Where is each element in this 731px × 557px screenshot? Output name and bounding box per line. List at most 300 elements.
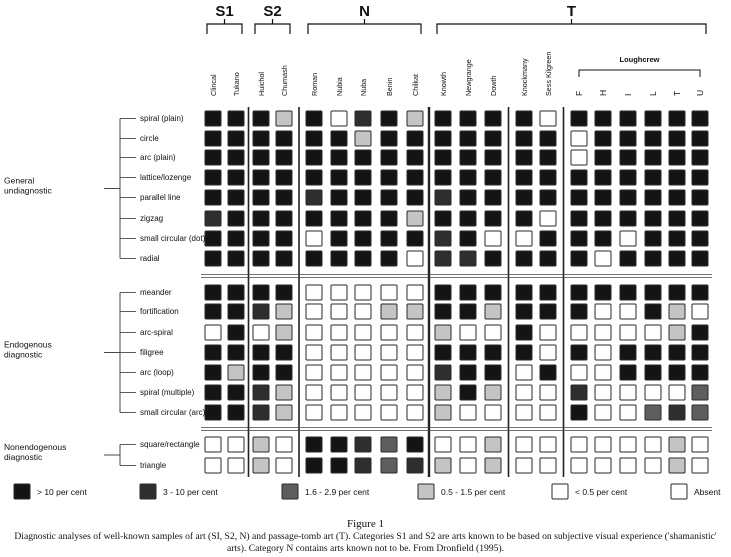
cell-circle-l-17: [645, 131, 661, 146]
column-label-newgrange: Newgrange: [464, 59, 473, 96]
cell-parallel-line-huichol-2: [253, 190, 269, 205]
cell-square-rectangle-nubia-5: [331, 437, 347, 452]
cell-square-rectangle-u-19: [692, 437, 708, 452]
column-label-chumash: Chumash: [280, 65, 289, 96]
cell-small-circular-arc-knockmany-12: [516, 405, 532, 420]
row-label-radial: radial: [140, 254, 160, 263]
legend-label-0-5-per-cent: < 0.5 per cent: [575, 487, 628, 497]
cell-filigree-knockmany-12: [516, 345, 532, 360]
cell-small-circular-arc-u-19: [692, 405, 708, 420]
legend-label-0-5-1-5-per-cent: 0.5 - 1.5 per cent: [441, 487, 506, 497]
cell-arc-plain-dowth-11: [485, 150, 501, 165]
group-bracket-s2: [255, 24, 290, 34]
legend-label-3-10-per-cent: 3 - 10 per cent: [163, 487, 218, 497]
cell-meander-nubia-5: [331, 285, 347, 300]
section-label-diagnostic: diagnostic: [4, 452, 43, 462]
cell-small-circular-arc-dowth-11: [485, 405, 501, 420]
cell-arc-loop-dowth-11: [485, 365, 501, 380]
cell-arc-spiral-h-15: [595, 325, 611, 340]
cell-lattice-lozenge-newgrange-10: [460, 170, 476, 185]
cell-arc-loop-f-14: [571, 365, 587, 380]
cell-fortification-f-14: [571, 304, 587, 319]
cell-lattice-lozenge-clincal-0: [205, 170, 221, 185]
cell-fortification-nubia-5: [331, 304, 347, 319]
cell-fortification-knockmany-12: [516, 304, 532, 319]
cell-circle-chilkat-8: [407, 131, 423, 146]
cell-small-circular-arc-knowth-9: [435, 405, 451, 420]
cell-parallel-line-chilkat-8: [407, 190, 423, 205]
cell-spiral-multiple-u-19: [692, 385, 708, 400]
cell-circle-nubia-5: [331, 131, 347, 146]
cell-radial-knockmany-12: [516, 251, 532, 266]
cell-filigree-l-17: [645, 345, 661, 360]
cell-zigzag-t-18: [669, 211, 685, 226]
cell-triangle-huichol-2: [253, 458, 269, 473]
cell-spiral-plain-chilkat-8: [407, 111, 423, 126]
row-label-square-rectangle: square/rectangle: [140, 440, 200, 449]
cell-lattice-lozenge-i-16: [620, 170, 636, 185]
cell-circle-i-16: [620, 131, 636, 146]
cell-fortification-huichol-2: [253, 304, 269, 319]
cell-arc-loop-tukano-1: [228, 365, 244, 380]
column-label-knowth: Knowth: [439, 72, 448, 96]
cell-radial-benin-7: [381, 251, 397, 266]
cell-arc-plain-i-16: [620, 150, 636, 165]
cell-square-rectangle-dowth-11: [485, 437, 501, 452]
cell-triangle-knockmany-12: [516, 458, 532, 473]
cell-lattice-lozenge-l-17: [645, 170, 661, 185]
cell-filigree-nubia-5: [331, 345, 347, 360]
cell-spiral-plain-knockmany-12: [516, 111, 532, 126]
legend-swatch-3-10-per-cent: [140, 484, 156, 499]
cell-lattice-lozenge-chilkat-8: [407, 170, 423, 185]
cell-arc-loop-l-17: [645, 365, 661, 380]
cell-small-circular-arc-benin-7: [381, 405, 397, 420]
cell-parallel-line-tukano-1: [228, 190, 244, 205]
cell-circle-knowth-9: [435, 131, 451, 146]
cell-meander-h-15: [595, 285, 611, 300]
cell-small-circular-dot-benin-7: [381, 231, 397, 246]
cell-small-circular-dot-knowth-9: [435, 231, 451, 246]
cell-circle-h-15: [595, 131, 611, 146]
cell-zigzag-tukano-1: [228, 211, 244, 226]
cell-fortification-h-15: [595, 304, 611, 319]
cell-triangle-u-19: [692, 458, 708, 473]
cell-filigree-huichol-2: [253, 345, 269, 360]
row-label-arc-loop: arc (loop): [140, 368, 174, 377]
cell-small-circular-arc-i-16: [620, 405, 636, 420]
cell-fortification-t-18: [669, 304, 685, 319]
cell-small-circular-arc-h-15: [595, 405, 611, 420]
cell-square-rectangle-i-16: [620, 437, 636, 452]
cell-filigree-clincal-0: [205, 345, 221, 360]
cell-arc-loop-huichol-2: [253, 365, 269, 380]
cell-parallel-line-roman-4: [306, 190, 322, 205]
cell-meander-f-14: [571, 285, 587, 300]
cell-meander-knowth-9: [435, 285, 451, 300]
cell-small-circular-dot-chilkat-8: [407, 231, 423, 246]
cell-parallel-line-knockmany-12: [516, 190, 532, 205]
cell-parallel-line-newgrange-10: [460, 190, 476, 205]
section-label-general: General: [4, 175, 35, 186]
column-label-sess-kilgreen: Sess Kilgreen: [544, 51, 553, 96]
cell-meander-roman-4: [306, 285, 322, 300]
cell-radial-dowth-11: [485, 251, 501, 266]
cell-radial-newgrange-10: [460, 251, 476, 266]
cell-small-circular-arc-roman-4: [306, 405, 322, 420]
cell-triangle-newgrange-10: [460, 458, 476, 473]
cell-arc-loop-chilkat-8: [407, 365, 423, 380]
cell-small-circular-dot-u-19: [692, 231, 708, 246]
cell-small-circular-dot-t-18: [669, 231, 685, 246]
cell-radial-nuba-6: [355, 251, 371, 266]
cell-fortification-i-16: [620, 304, 636, 319]
column-label-h-loughcrew: H: [598, 89, 608, 96]
cell-zigzag-benin-7: [381, 211, 397, 226]
cell-radial-h-15: [595, 251, 611, 266]
cell-spiral-multiple-f-14: [571, 385, 587, 400]
cell-parallel-line-h-15: [595, 190, 611, 205]
cell-small-circular-arc-chumash-3: [276, 405, 292, 420]
column-label-nuba: Nuba: [359, 78, 368, 96]
cell-meander-tukano-1: [228, 285, 244, 300]
column-label-tukano: Tukano: [232, 72, 241, 96]
cell-filigree-t-18: [669, 345, 685, 360]
cell-spiral-multiple-chilkat-8: [407, 385, 423, 400]
cell-square-rectangle-nuba-6: [355, 437, 371, 452]
cell-arc-loop-knowth-9: [435, 365, 451, 380]
cell-arc-loop-clincal-0: [205, 365, 221, 380]
cell-arc-plain-f-14: [571, 150, 587, 165]
cell-radial-t-18: [669, 251, 685, 266]
cell-zigzag-u-19: [692, 211, 708, 226]
cell-parallel-line-u-19: [692, 190, 708, 205]
cell-fortification-dowth-11: [485, 304, 501, 319]
cell-filigree-benin-7: [381, 345, 397, 360]
column-label-l-loughcrew: L: [648, 91, 658, 96]
cell-spiral-multiple-tukano-1: [228, 385, 244, 400]
cell-triangle-knowth-9: [435, 458, 451, 473]
cell-lattice-lozenge-knowth-9: [435, 170, 451, 185]
cell-spiral-plain-tukano-1: [228, 111, 244, 126]
cell-triangle-tukano-1: [228, 458, 244, 473]
cell-radial-f-14: [571, 251, 587, 266]
cell-zigzag-f-14: [571, 211, 587, 226]
cell-arc-plain-roman-4: [306, 150, 322, 165]
row-label-filigree: filigree: [140, 348, 164, 357]
cell-spiral-plain-u-19: [692, 111, 708, 126]
row-label-triangle: triangle: [140, 461, 167, 470]
cell-arc-plain-h-15: [595, 150, 611, 165]
cell-arc-spiral-clincal-0: [205, 325, 221, 340]
cell-circle-u-19: [692, 131, 708, 146]
cell-triangle-chumash-3: [276, 458, 292, 473]
cell-parallel-line-dowth-11: [485, 190, 501, 205]
cell-meander-clincal-0: [205, 285, 221, 300]
column-label-i-loughcrew: I: [623, 93, 633, 96]
cell-spiral-plain-h-15: [595, 111, 611, 126]
cell-arc-plain-benin-7: [381, 150, 397, 165]
cell-circle-f-14: [571, 131, 587, 146]
cell-arc-loop-knockmany-12: [516, 365, 532, 380]
row-labels: [120, 114, 206, 470]
cell-circle-dowth-11: [485, 131, 501, 146]
cell-triangle-t-18: [669, 458, 685, 473]
cell-arc-loop-benin-7: [381, 365, 397, 380]
column-label-knockmany: Knockmany: [520, 58, 529, 96]
cell-square-rectangle-chilkat-8: [407, 437, 423, 452]
section-label-diagnostic: diagnostic: [4, 349, 43, 360]
cell-small-circular-dot-knockmany-12: [516, 231, 532, 246]
group-bracket-s1: [207, 24, 242, 34]
cell-triangle-chilkat-8: [407, 458, 423, 473]
row-label-spiral-multiple: spiral (multiple): [140, 388, 195, 397]
cell-filigree-roman-4: [306, 345, 322, 360]
cell-spiral-plain-i-16: [620, 111, 636, 126]
cell-spiral-multiple-nuba-6: [355, 385, 371, 400]
cell-arc-plain-nuba-6: [355, 150, 371, 165]
cell-zigzag-clincal-0: [205, 211, 221, 226]
cell-lattice-lozenge-knockmany-12: [516, 170, 532, 185]
cell-circle-huichol-2: [253, 131, 269, 146]
cell-lattice-lozenge-tukano-1: [228, 170, 244, 185]
cell-spiral-plain-nuba-6: [355, 111, 371, 126]
cell-square-rectangle-tukano-1: [228, 437, 244, 452]
legend-label-1-6-2-9-per-cent: 1.6 - 2.9 per cent: [305, 487, 370, 497]
column-label-chilkat: Chilkat: [411, 74, 420, 96]
cell-radial-tukano-1: [228, 251, 244, 266]
column-label-f-loughcrew: F: [574, 90, 584, 96]
legend-label-10-per-cent: > 10 per cent: [37, 487, 87, 497]
cell-small-circular-dot-chumash-3: [276, 231, 292, 246]
cell-arc-plain-tukano-1: [228, 150, 244, 165]
row-label-small-circular-arc: small circular (arc): [140, 408, 206, 417]
cell-zigzag-sess-kilgreen-13: [540, 211, 556, 226]
cell-fortification-benin-7: [381, 304, 397, 319]
cell-zigzag-chumash-3: [276, 211, 292, 226]
row-label-spiral-plain: spiral (plain): [140, 114, 184, 123]
cell-arc-plain-clincal-0: [205, 150, 221, 165]
cell-fortification-sess-kilgreen-13: [540, 304, 556, 319]
cell-arc-spiral-f-14: [571, 325, 587, 340]
cell-spiral-plain-t-18: [669, 111, 685, 126]
row-label-arc-spiral: arc-spiral: [140, 328, 173, 337]
cell-meander-newgrange-10: [460, 285, 476, 300]
cell-triangle-sess-kilgreen-13: [540, 458, 556, 473]
cell-small-circular-arc-l-17: [645, 405, 661, 420]
cell-spiral-plain-clincal-0: [205, 111, 221, 126]
figure-number: Figure 1: [347, 518, 384, 530]
cell-small-circular-dot-newgrange-10: [460, 231, 476, 246]
cell-triangle-nubia-5: [331, 458, 347, 473]
cell-arc-spiral-tukano-1: [228, 325, 244, 340]
cell-triangle-f-14: [571, 458, 587, 473]
group-label-s1: S1: [215, 3, 234, 20]
cell-fortification-nuba-6: [355, 304, 371, 319]
cell-lattice-lozenge-chumash-3: [276, 170, 292, 185]
row-label-circle: circle: [140, 134, 159, 143]
cell-meander-chilkat-8: [407, 285, 423, 300]
cell-small-circular-dot-dowth-11: [485, 231, 501, 246]
cell-arc-plain-knockmany-12: [516, 150, 532, 165]
cell-fortification-chumash-3: [276, 304, 292, 319]
cell-meander-dowth-11: [485, 285, 501, 300]
cell-zigzag-newgrange-10: [460, 211, 476, 226]
cell-zigzag-nubia-5: [331, 211, 347, 226]
cell-circle-clincal-0: [205, 131, 221, 146]
section-label-undiagnostic: undiagnostic: [4, 185, 52, 196]
cell-small-circular-dot-huichol-2: [253, 231, 269, 246]
cell-square-rectangle-roman-4: [306, 437, 322, 452]
cell-filigree-i-16: [620, 345, 636, 360]
cell-spiral-multiple-t-18: [669, 385, 685, 400]
cell-spiral-plain-l-17: [645, 111, 661, 126]
cell-arc-plain-sess-kilgreen-13: [540, 150, 556, 165]
cell-zigzag-chilkat-8: [407, 211, 423, 226]
subgroup-label-loughcrew: Loughcrew: [619, 55, 660, 64]
cell-small-circular-dot-tukano-1: [228, 231, 244, 246]
cell-meander-benin-7: [381, 285, 397, 300]
cell-circle-chumash-3: [276, 131, 292, 146]
cell-square-rectangle-knockmany-12: [516, 437, 532, 452]
cell-meander-sess-kilgreen-13: [540, 285, 556, 300]
cell-small-circular-arc-t-18: [669, 405, 685, 420]
cell-arc-spiral-knockmany-12: [516, 325, 532, 340]
row-label-fortification: fortification: [140, 307, 179, 316]
cell-spiral-plain-nubia-5: [331, 111, 347, 126]
cell-arc-plain-huichol-2: [253, 150, 269, 165]
cell-zigzag-i-16: [620, 211, 636, 226]
cell-square-rectangle-h-15: [595, 437, 611, 452]
cell-arc-plain-chilkat-8: [407, 150, 423, 165]
cell-lattice-lozenge-sess-kilgreen-13: [540, 170, 556, 185]
cell-triangle-l-17: [645, 458, 661, 473]
cell-small-circular-arc-f-14: [571, 405, 587, 420]
cell-radial-i-16: [620, 251, 636, 266]
cell-fortification-clincal-0: [205, 304, 221, 319]
cell-filigree-knowth-9: [435, 345, 451, 360]
cell-spiral-plain-knowth-9: [435, 111, 451, 126]
cell-spiral-multiple-dowth-11: [485, 385, 501, 400]
column-label-clincal: Clincal: [209, 74, 218, 96]
cell-circle-tukano-1: [228, 131, 244, 146]
cell-radial-nubia-5: [331, 251, 347, 266]
cell-filigree-dowth-11: [485, 345, 501, 360]
cell-filigree-f-14: [571, 345, 587, 360]
figure-caption: Diagnostic analyses of well-known samples of art (SI, S2, N) and passage-tomb art (T). Categories S1 and S2 are arts known to be based on subjective visual experience ('shamanistic' arts). Category N contains arts known not to be. From Dronfield (1995).: [14, 531, 717, 554]
cell-small-circular-arc-tukano-1: [228, 405, 244, 420]
cell-meander-knockmany-12: [516, 285, 532, 300]
cell-small-circular-dot-clincal-0: [205, 231, 221, 246]
cell-meander-nuba-6: [355, 285, 371, 300]
cell-parallel-line-nubia-5: [331, 190, 347, 205]
cell-filigree-nuba-6: [355, 345, 371, 360]
cell-circle-knockmany-12: [516, 131, 532, 146]
cell-square-rectangle-huichol-2: [253, 437, 269, 452]
cell-spiral-multiple-benin-7: [381, 385, 397, 400]
cell-zigzag-nuba-6: [355, 211, 371, 226]
cell-arc-spiral-chumash-3: [276, 325, 292, 340]
cell-triangle-clincal-0: [205, 458, 221, 473]
cell-arc-spiral-roman-4: [306, 325, 322, 340]
cell-arc-loop-sess-kilgreen-13: [540, 365, 556, 380]
cell-spiral-plain-huichol-2: [253, 111, 269, 126]
cell-small-circular-arc-chilkat-8: [407, 405, 423, 420]
cell-fortification-newgrange-10: [460, 304, 476, 319]
group-bracket-t: [437, 24, 706, 34]
cell-triangle-h-15: [595, 458, 611, 473]
cell-spiral-plain-f-14: [571, 111, 587, 126]
cell-circle-sess-kilgreen-13: [540, 131, 556, 146]
cell-lattice-lozenge-t-18: [669, 170, 685, 185]
cell-arc-spiral-huichol-2: [253, 325, 269, 340]
cell-lattice-lozenge-roman-4: [306, 170, 322, 185]
cell-arc-loop-t-18: [669, 365, 685, 380]
cell-radial-clincal-0: [205, 251, 221, 266]
cell-spiral-multiple-sess-kilgreen-13: [540, 385, 556, 400]
cell-meander-t-18: [669, 285, 685, 300]
cell-arc-spiral-sess-kilgreen-13: [540, 325, 556, 340]
column-label-benin: Benin: [385, 77, 394, 96]
cell-circle-benin-7: [381, 131, 397, 146]
cell-parallel-line-nuba-6: [355, 190, 371, 205]
cell-filigree-h-15: [595, 345, 611, 360]
cell-parallel-line-clincal-0: [205, 190, 221, 205]
cell-radial-huichol-2: [253, 251, 269, 266]
cell-zigzag-h-15: [595, 211, 611, 226]
cell-arc-spiral-nubia-5: [331, 325, 347, 340]
cell-circle-nuba-6: [355, 131, 371, 146]
column-label-u-loughcrew: U: [695, 89, 705, 96]
cell-small-circular-dot-sess-kilgreen-13: [540, 231, 556, 246]
cell-zigzag-knockmany-12: [516, 211, 532, 226]
cell-parallel-line-sess-kilgreen-13: [540, 190, 556, 205]
cell-fortification-l-17: [645, 304, 661, 319]
cell-arc-loop-u-19: [692, 365, 708, 380]
cell-lattice-lozenge-nuba-6: [355, 170, 371, 185]
cell-lattice-lozenge-benin-7: [381, 170, 397, 185]
group-label-t: T: [566, 3, 577, 20]
cell-arc-loop-chumash-3: [276, 365, 292, 380]
cell-lattice-lozenge-nubia-5: [331, 170, 347, 185]
cell-spiral-multiple-clincal-0: [205, 385, 221, 400]
cell-meander-l-17: [645, 285, 661, 300]
cell-arc-spiral-benin-7: [381, 325, 397, 340]
legend-swatch-1-6-2-9-per-cent: [282, 484, 298, 499]
cell-parallel-line-knowth-9: [435, 190, 451, 205]
cell-triangle-benin-7: [381, 458, 397, 473]
cell-radial-chumash-3: [276, 251, 292, 266]
cell-square-rectangle-chumash-3: [276, 437, 292, 452]
cell-small-circular-dot-h-15: [595, 231, 611, 246]
cell-spiral-multiple-roman-4: [306, 385, 322, 400]
cell-arc-spiral-nuba-6: [355, 325, 371, 340]
cell-circle-t-18: [669, 131, 685, 146]
cell-radial-knowth-9: [435, 251, 451, 266]
cell-parallel-line-benin-7: [381, 190, 397, 205]
cell-small-circular-dot-nuba-6: [355, 231, 371, 246]
cell-fortification-chilkat-8: [407, 304, 423, 319]
cell-meander-i-16: [620, 285, 636, 300]
cell-parallel-line-f-14: [571, 190, 587, 205]
cell-parallel-line-l-17: [645, 190, 661, 205]
cell-arc-loop-newgrange-10: [460, 365, 476, 380]
cell-small-circular-dot-i-16: [620, 231, 636, 246]
cell-square-rectangle-benin-7: [381, 437, 397, 452]
cell-radial-chilkat-8: [407, 251, 423, 266]
cell-radial-roman-4: [306, 251, 322, 266]
cell-parallel-line-i-16: [620, 190, 636, 205]
